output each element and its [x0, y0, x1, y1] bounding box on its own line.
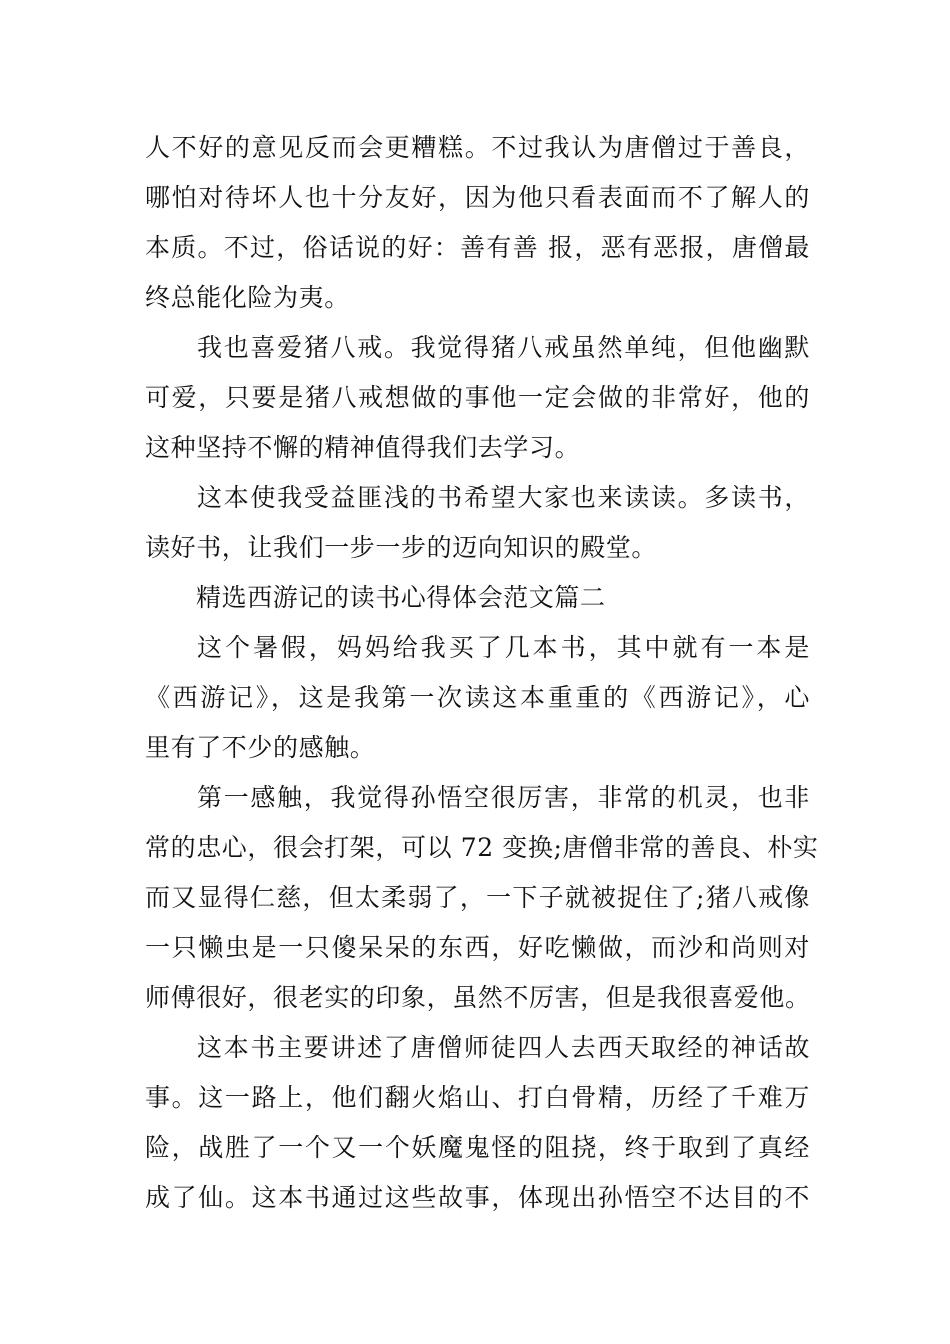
text-line: 本质。不过，俗话说的好：善有善 报，恶有恶报，唐僧最 — [145, 233, 810, 262]
text-line: 事。这一路上，他们翻火焰山、打白骨精，历经了千难万 — [145, 1083, 810, 1112]
text-line: 读好书，让我们一步一步的迈向知识的殿堂。 — [145, 533, 658, 562]
text-line: 一只懒虫是一只傻呆呆的东西，好吃懒做，而沙和尚则对 — [145, 933, 810, 962]
text-line: 里有了不少的感触。 — [145, 733, 376, 762]
paragraph-first-line: 这个暑假，妈妈给我买了几本书，其中就有一本是 — [197, 633, 810, 662]
text-line: 哪怕对待坏人也十分友好，因为他只看表面而不了解人的 — [145, 183, 810, 212]
text-line: 险，战胜了一个又一个妖魔鬼怪的阻挠，终于取到了真经 — [145, 1133, 810, 1162]
text-line: 师傅很好，很老实的印象，虽然不厉害，但是我很喜爱他。 — [145, 983, 811, 1012]
text-line: 常的忠心，很会打架，可以 72 变换;唐僧非常的善良、朴实 — [145, 833, 819, 862]
text-line: 《西游记》，这是我第一次读这本重重的《西游记》，心 — [145, 683, 810, 712]
paragraph-first-line: 这本书主要讲述了唐僧师徒四人去西天取经的神话故 — [197, 1033, 810, 1062]
text-line: 终总能化险为夷。 — [145, 283, 350, 312]
text-line: 这种坚持不懈的精神值得我们去学习。 — [145, 433, 581, 462]
paragraph-first-line: 这本使我受益匪浅的书希望大家也来读读。多读书， — [197, 483, 810, 512]
text-line: 成了仙。这本书通过这些故事，体现出孙悟空不达目的不 — [145, 1183, 810, 1212]
text-line: 人不好的意见反而会更糟糕。不过我认为唐僧过于善良， — [145, 133, 810, 162]
text-line: 可爱，只要是猪八戒想做的事他一定会做的非常好，他的 — [145, 383, 810, 412]
text-line: 而又显得仁慈，但太柔弱了，一下子就被捉住了;猪八戒像 — [145, 883, 810, 912]
paragraph-first-line: 我也喜爱猪八戒。我觉得猪八戒虽然单纯，但他幽默 — [197, 333, 810, 362]
section-heading: 精选西游记的读书心得体会范文篇二 — [196, 583, 606, 612]
paragraph-first-line: 第一感触，我觉得孙悟空很厉害，非常的机灵，也非 — [197, 783, 810, 812]
